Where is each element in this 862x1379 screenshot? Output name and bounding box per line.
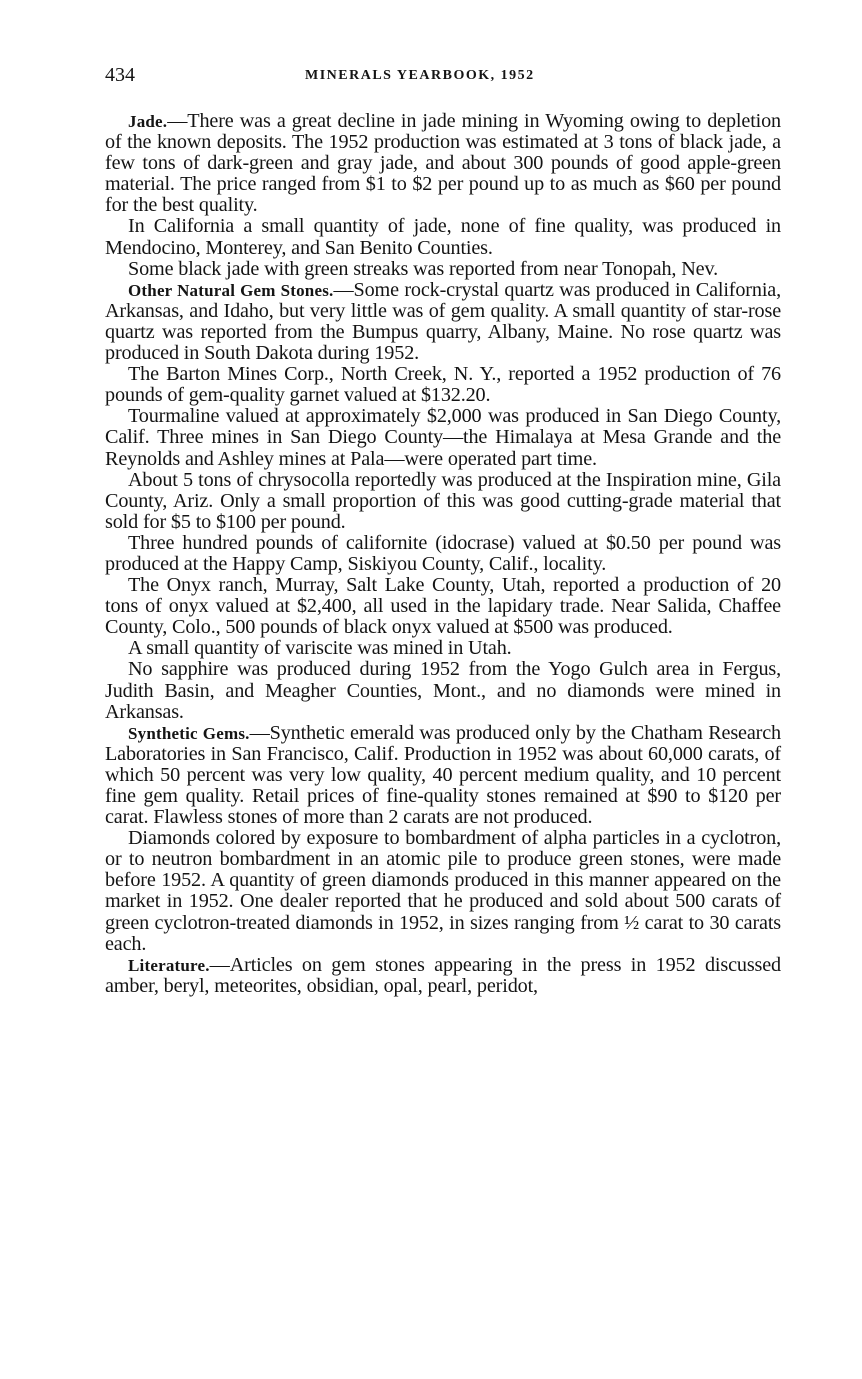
paragraph-synthetic-gems <box>105 723 781 828</box>
paragraph-tonopah-jade <box>105 259 781 280</box>
paragraph-other-gem-stones <box>105 280 781 364</box>
section-lead-other-gem-stones: Other Natural Gem Stones. <box>128 280 334 300</box>
body-text <box>105 111 781 997</box>
paragraph-california-jade <box>105 216 781 258</box>
paragraph-text: —There was a great decline in jade mining in Wyoming owing to depletion of the known deposits. The 1952 production was estimated at 3 tons of black jade, a few tons of dark-green and gray jade, and about 300 pounds of good apple-green material. The price ranged from $1 to $2 per pound up to as much as $60 per pound for the best quality. <box>105 110 781 217</box>
section-lead-jade: Jade. <box>128 112 168 131</box>
document-page <box>105 62 781 997</box>
paragraph-text: A small quantity of variscite was mined in Utah. <box>128 637 512 660</box>
paragraph-tourmaline <box>105 406 781 469</box>
paragraph-text: About 5 tons of chrysocolla reportedly was produced at the Inspiration mine, Gila County, Ariz. Only a small proportion of this was good cutting-grade material that sold for $5 to $100 per pound. <box>105 468 781 533</box>
paragraph-text: The Barton Mines Corp., North Creek, N. Y., reported a 1952 production of 76 pounds of gem-quality garnet valued at $132.20. <box>105 363 781 407</box>
paragraph-text: Three hundred pounds of californite (idocrase) valued at $0.50 per pound was produced at the Happy Camp, Siskiyou County, Calif., locality. <box>105 531 781 575</box>
paragraph-text: —Some rock-crystal quartz was produced in California, Arkansas, and Idaho, but very little was of gem quality. A small quantity of star-rose quartz was reported from the Bumpus quarry, Albany, Maine. No rose quartz was produced in South Dakota during 1952. <box>105 278 781 365</box>
page-number: 434 <box>105 64 135 86</box>
paragraph-colored-diamonds <box>105 828 781 955</box>
paragraph-text: The Onyx ranch, Murray, Salt Lake County, Utah, reported a production of 20 tons of onyx valued at $2,400, all used in the lapidary trade. Near Salida, Chaffee County, Colo., 500 pounds of black onyx valued at $500 was produced. <box>105 574 781 639</box>
paragraph-variscite <box>105 638 781 659</box>
paragraph-garnet <box>105 364 781 406</box>
paragraph-text: In California a small quantity of jade, none of fine quality, was produced in Mendocino, Monterey, and San Benito Counties. <box>105 215 781 259</box>
page-header <box>105 62 781 96</box>
paragraph-text: Some black jade with green streaks was reported from near Tonopah, Nev. <box>128 257 718 280</box>
paragraph-text: —Synthetic emerald was produced only by the Chatham Research Laboratories in San Francisco, Calif. Production in 1952 was about 60,000 carats, of which 50 percent was very low quality, 40 percent medium quality, and 10 percent fine gem quality. Retail prices of fine-quality stones remained at $90 to $120 per carat. Flawless stones of more than 2 carats are not produced. <box>105 721 782 829</box>
paragraph-text: Diamonds colored by exposure to bombardment of alpha particles in a cyclotron, or to neutron bombardment in an atomic pile to produce green stones, were made before 1952. A quantity of green diamonds produced in this manner appeared on the market in 1952. One dealer reported that he produced and sold about 500 carats of green cyclotron-treated diamonds in 1952, in sizes ranging from ½ carat to 30 carats each. <box>105 827 781 955</box>
paragraph-californite <box>105 533 781 575</box>
running-head: MINERALS YEARBOOK, 1952 <box>305 68 535 83</box>
paragraph-jade <box>105 111 781 216</box>
paragraph-onyx <box>105 575 781 638</box>
paragraph-text: No sapphire was produced during 1952 from the Yogo Gulch area in Fergus, Judith Basin, and Meagher Counties, Mont., and no diamonds were mined in Arkansas. <box>105 658 781 723</box>
paragraph-text: Tourmaline valued at approximately $2,000 was produced in San Diego County, Calif. Three mines in San Diego County—the Himalaya at Mesa Grande and the Reynolds and Ashley mines at Pala—were operated part time. <box>105 405 781 470</box>
paragraph-sapphire <box>105 659 781 722</box>
paragraph-literature <box>105 955 781 997</box>
section-lead-literature: Literature. <box>128 955 210 975</box>
section-lead-synthetic-gems: Synthetic Gems. <box>128 723 250 743</box>
paragraph-text: —Articles on gem stones appearing in the press in 1952 discussed amber, beryl, meteorites, obsidian, opal, pearl, peridot, <box>105 953 781 997</box>
paragraph-chrysocolla <box>105 470 781 533</box>
